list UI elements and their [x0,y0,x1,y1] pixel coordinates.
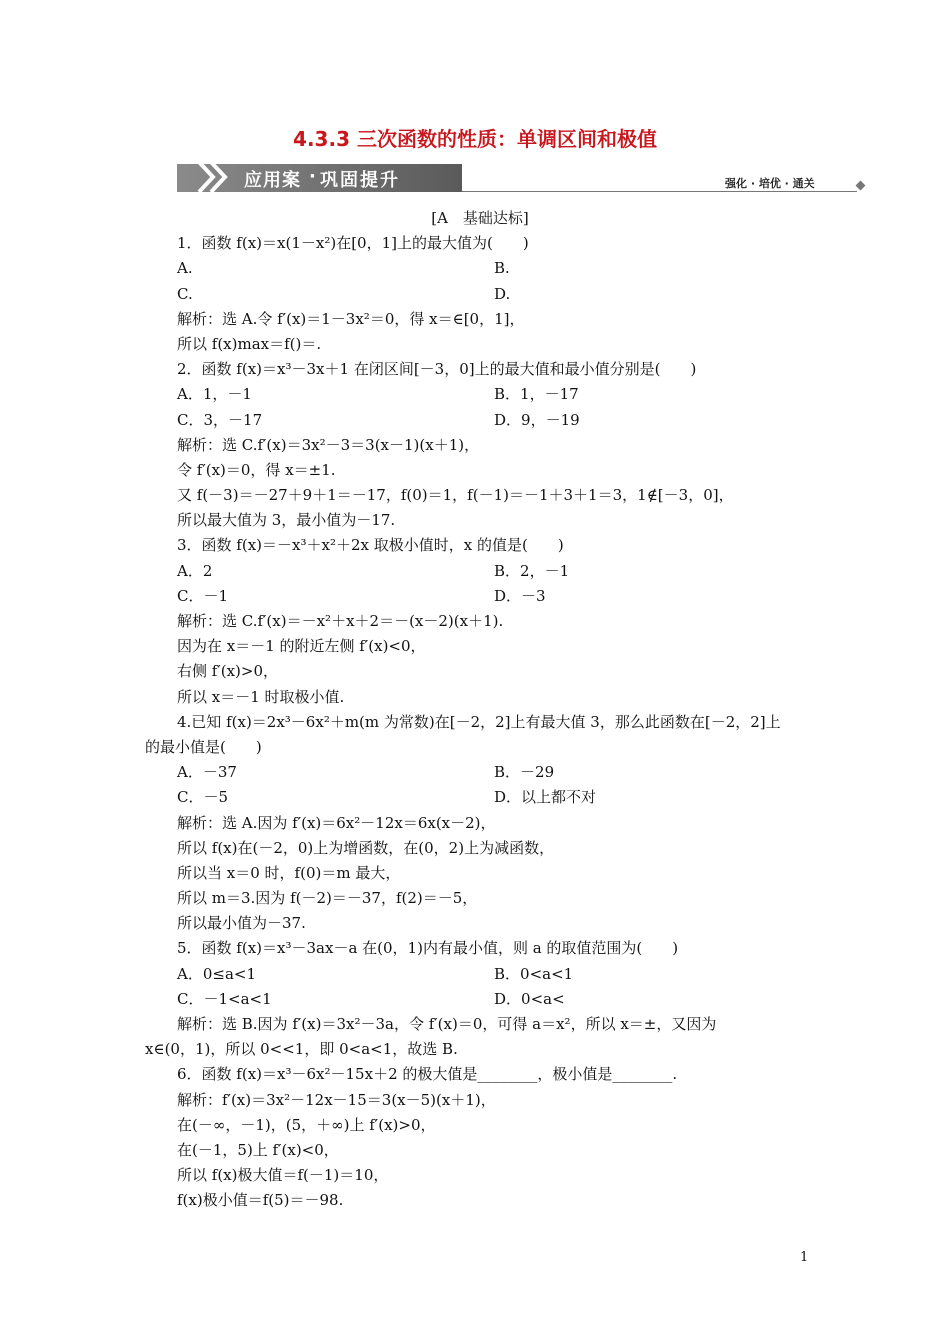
solution-line: f(x)极小值＝f(5)＝－98. [177,1191,344,1210]
option-b: B．2，－1 [494,561,570,580]
section-banner [177,160,869,194]
question-6: 6．函数 f(x)＝x³－6x²－15x＋2 的极大值是________，极小值是________. [177,1065,678,1084]
banner-dot: · [309,166,317,187]
solution-line: 解析：选 A.因为 f′(x)＝6x²－12x＝6x(x－2)， [177,813,496,832]
option-a: A．－37 [177,763,237,782]
solution-line: 令 f′(x)＝0，得 x＝±1. [177,460,336,479]
option-c: C．－1 [177,586,229,605]
question-3: 3．函数 f(x)＝－x³＋x²＋2x 取极小值时，x 的值是( ) [177,536,564,555]
solution-line: 又 f(－3)＝－27＋9＋1＝－17，f(0)＝1，f(－1)＝－1＋3＋1＝3，1∉[－3，0]， [177,486,734,505]
options-row [150,760,810,785]
option-d: D．0<a< [494,989,565,1008]
solution-line: 解析：选 B.因为 f′(x)＝3x²－3a，令 f′(x)＝0，可得 a＝x²，所以 x＝±，又因为 [177,1015,717,1033]
solution-line: x∈(0，1)，所以 0<<1，即 0<a<1，故选 B. [145,1040,458,1059]
solution-line: 在(－∞，－1)，(5，＋∞)上 f′(x)>0， [177,1115,436,1134]
solution-line: 解析：选 A.令 f′(x)＝1－3x²＝0，得 x＝∈[0，1]， [177,309,525,328]
solution-line: 所以当 x＝0 时，f(0)＝m 最大， [177,863,401,882]
diamond-icon [856,181,866,191]
option-b: B. [494,259,510,278]
solution-line: 所以最小值为－37. [177,914,306,933]
solution-line: 因为在 x＝－1 的附近左侧 f′(x)<0， [177,637,426,656]
banner-left-label: 应用案 [244,170,301,191]
solution-line: 所以 f(x)在(－2，0)上为增函数，在(0，2)上为减函数， [177,838,555,857]
options-row [150,408,810,433]
option-c: C. [177,284,193,303]
banner-tagline: 强化 · 培优 · 通关 [725,177,815,190]
options-row [150,382,810,407]
options-row [150,559,810,584]
option-c: C．－5 [177,788,229,807]
question-5: 5．函数 f(x)＝x³－3ax－a 在(0，1)内有最小值，则 a 的取值范围为( ) [177,939,679,958]
exercise-content [145,206,810,1214]
option-b: B．0<a<1 [494,964,574,983]
solution-line: 右侧 f′(x)>0， [177,662,279,681]
question-4: 4.已知 f(x)＝2x³－6x²＋m(m 为常数)在[－2，2]上有最大值 3，那么此函数在[－2，2]上 [177,712,781,731]
solution-line: 所以 m＝3.因为 f(－2)＝－37，f(2)＝－5， [177,889,478,908]
options-row [150,584,810,609]
options-row [150,785,810,810]
banner-rule [462,191,857,192]
solution-line: 所以最大值为 3，最小值为－17. [177,511,396,530]
banner-right-label: 巩固提升 [320,170,400,191]
option-b: B．1，－17 [494,385,579,404]
options-row [150,987,810,1012]
page-number: 1 [800,1250,809,1265]
option-a: A．2 [177,561,213,580]
option-d: D．－3 [494,586,546,605]
question-1: 1．函数 f(x)＝x(1－x²)在[0，1]上的最大值为( ) [177,234,529,253]
solution-line: 所以 x＝－1 时取极小值. [177,687,345,706]
options-row [150,962,810,987]
solution-line: 解析：选 C.f′(x)＝3x²－3＝3(x－1)(x＋1)， [177,435,480,454]
option-d: D. [494,284,511,303]
solution-line: 解析：f′(x)＝3x²－12x－15＝3(x－5)(x＋1)， [177,1090,496,1109]
option-d: D．9，－19 [494,410,580,429]
options-row [150,256,810,281]
solution-line: 所以 f(x)极大值＝f(－1)＝10， [177,1166,389,1185]
option-c: C．－1<a<1 [177,989,272,1008]
options-row [150,282,810,307]
option-c: C．3，－17 [177,410,263,429]
section-heading: [A 基础达标] [431,209,529,227]
option-a: A．0≤a<1 [177,964,256,983]
question-2: 2．函数 f(x)＝x³－3x＋1 在闭区间[－3，0]上的最大值和最小值分别是( ) [177,360,697,379]
option-a: A．1，－1 [177,385,252,404]
page-title: 4.3.3 三次函数的性质：单调区间和极值 [293,127,657,151]
option-d: D．以上都不对 [494,788,597,807]
solution-line: 解析：选 C.f′(x)＝－x²＋x＋2＝－(x－2)(x＋1). [177,612,504,630]
solution-line: 所以 f(x)max＝f()＝. [177,334,322,353]
option-a: A. [177,259,193,278]
double-chevron-icon [195,160,235,194]
question-4-cont: 的最小值是( ) [145,737,262,756]
option-b: B．－29 [494,763,555,782]
solution-line: 在(－1，5)上 f′(x)<0， [177,1140,339,1159]
